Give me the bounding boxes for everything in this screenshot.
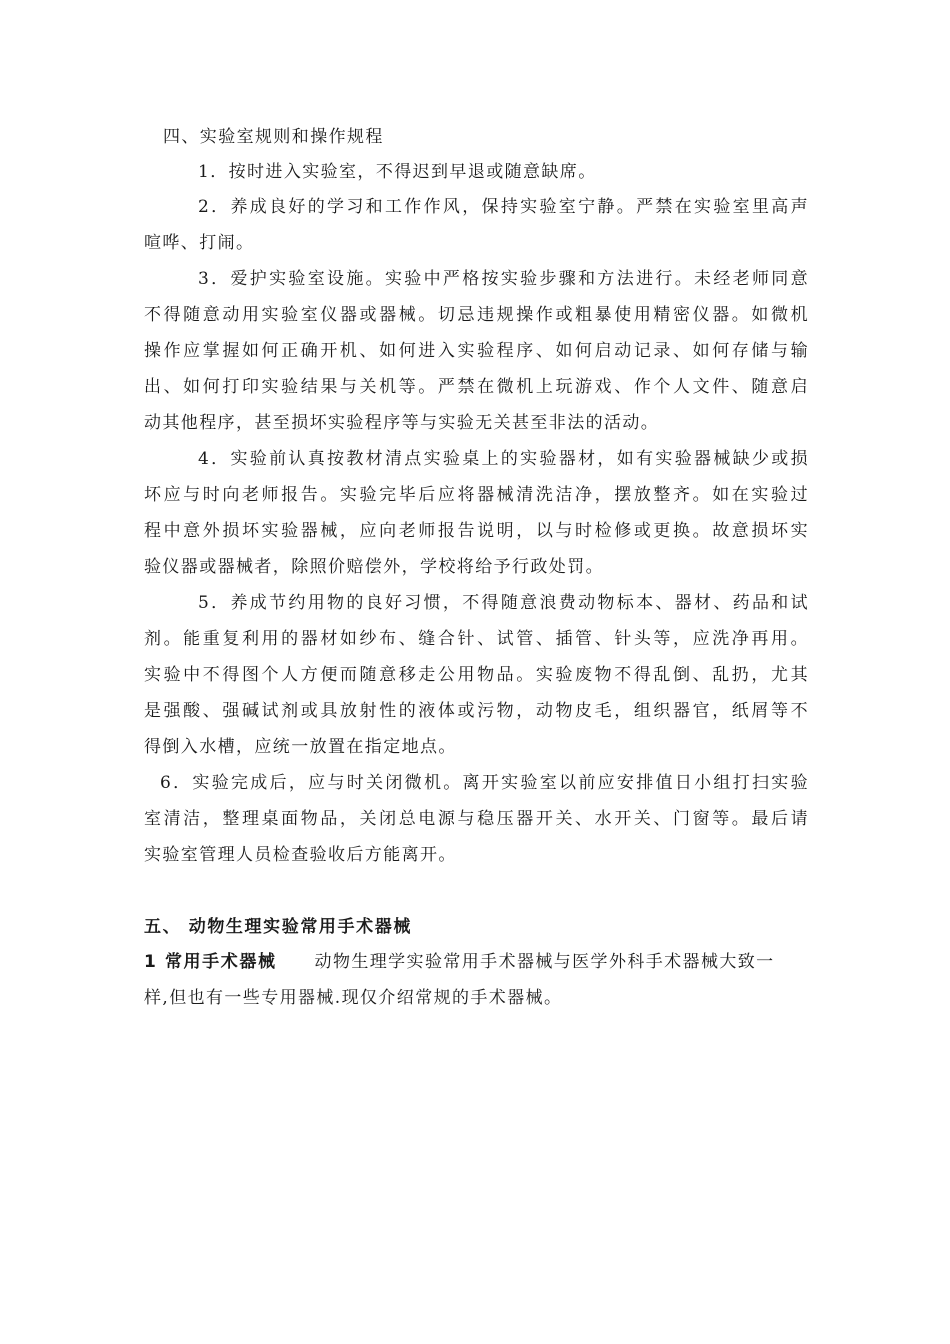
rule-3-line-2: 不得随意动用实验室仪器或器械。切忌违规操作或粗暴使用精密仪器。如微机: [144, 305, 809, 325]
rule-6-line-3: 实验室管理人员检查验收后方能离开。: [144, 845, 457, 865]
rule-5-line-2: 剂。能重复利用的器材如纱布、缝合针、试管、插管、针头等，应洗净再用。: [144, 629, 809, 649]
rule-6-line-2: 室清洁，整理桌面物品，关闭总电源与稳压器开关、水开关、门窗等。最后请: [144, 809, 809, 829]
section-5-subsection-line: [144, 951, 809, 973]
rule-2-line-1: 2．养成良好的学习和工作作风，保持实验室宁静。严禁在实验室里高声: [198, 197, 809, 217]
rule-5-line-3: 实验中不得图个人方便而随意移走公用物品。实验废物不得乱倒、乱扔，尤其: [144, 665, 809, 685]
rule-4-line-4: 验仪器或器械者，除照价赔偿外，学校将给予行政处罚。: [144, 557, 604, 577]
rule-6-line-1: 6．实验完成后，应与时关闭微机。离开实验室以前应安排值日小组打扫实验: [160, 773, 809, 793]
rule-5-line-1: 5．养成节约用物的良好习惯，不得随意浪费动物标本、器材、药品和试: [198, 593, 809, 613]
section-5-intro-line-2: 样,但也有一些专用器械.现仅介绍常规的手术器械。: [144, 988, 563, 1008]
section-5-sub-heading: 1 常用手术器械: [144, 952, 277, 972]
rule-4-line-2: 坏应与时向老师报告。实验完毕后应将器械清洗洁净，摆放整齐。如在实验过: [144, 485, 809, 505]
rule-5-line-5: 得倒入水槽，应统一放置在指定地点。: [144, 737, 457, 757]
rule-1: 1．按时进入实验室，不得迟到早退或随意缺席。: [198, 162, 597, 182]
rule-5-line-4: 是强酸、强碱试剂或具放射性的液体或污物，动物皮毛，组织器官，纸屑等不: [144, 701, 809, 721]
section-4-heading: 四、实验室规则和操作规程: [163, 127, 384, 147]
rule-3-line-1: 3．爱护实验室设施。实验中严格按实验步骤和方法进行。未经老师同意: [198, 269, 809, 289]
rule-3-line-3: 操作应掌握如何正确开机、如何进入实验程序、如何启动记录、如何存储与输: [144, 341, 809, 361]
rule-4-line-3: 程中意外损坏实验器械，应向老师报告说明，以与时检修或更换。故意损坏实: [144, 521, 809, 541]
section-5-heading: 五、 动物生理实验常用手术器械: [144, 917, 412, 937]
section-5-intro-line-1: 动物生理学实验常用手术器械与医学外科手术器械大致一: [314, 952, 775, 972]
rule-2-line-2: 喧哗、打闹。: [144, 233, 255, 253]
rule-3-line-5: 动其他程序，甚至损坏实验程序等与实验无关甚至非法的活动。: [144, 413, 660, 433]
rule-4-line-1: 4．实验前认真按教材清点实验桌上的实验器材，如有实验器械缺少或损: [198, 449, 809, 469]
rule-3-line-4: 出、如何打印实验结果与关机等。严禁在微机上玩游戏、作个人文件、随意启: [144, 377, 809, 397]
